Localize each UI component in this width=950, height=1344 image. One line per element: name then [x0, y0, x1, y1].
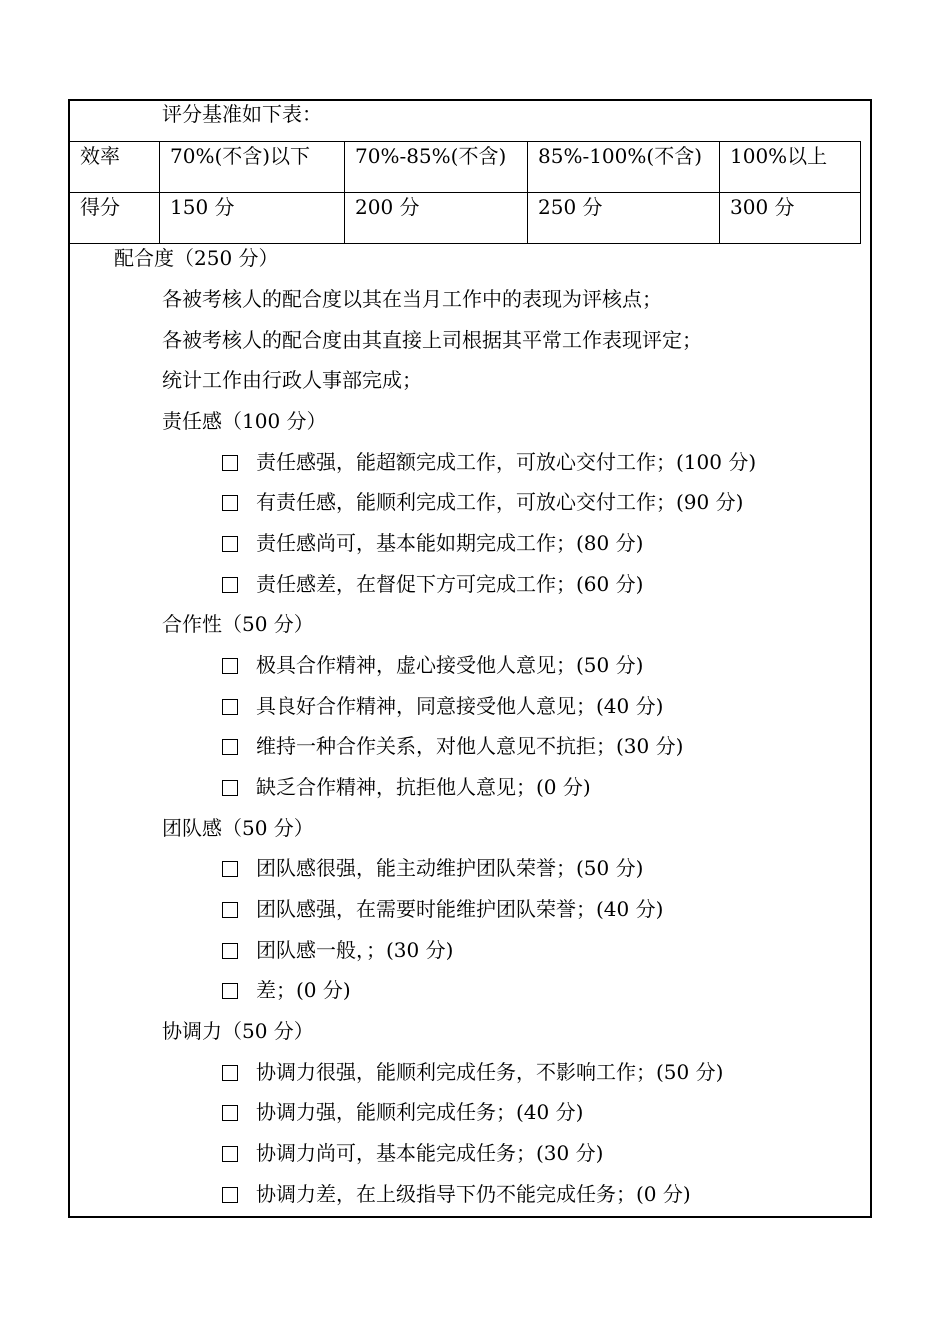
option-label: 协调力差，在上级指导下仍不能完成任务；(0 分)	[256, 1182, 691, 1206]
group-title-responsibility: 责任感（100 分）	[162, 409, 327, 433]
option-item[interactable]	[222, 856, 643, 880]
note-line: 各被考核人的配合度由其直接上司根据其平常工作表现评定；	[162, 328, 702, 352]
option-item[interactable]	[222, 653, 643, 677]
option-label: 缺乏合作精神，抗拒他人意见；(0 分)	[256, 775, 591, 799]
checkbox-icon[interactable]	[222, 739, 238, 755]
option-label: 具良好合作精神，同意接受他人意见；(40 分)	[256, 694, 664, 718]
checkbox-icon[interactable]	[222, 455, 238, 471]
checkbox-icon[interactable]	[222, 536, 238, 552]
table-cell: 70%-85%(不含)	[345, 142, 528, 193]
checkbox-icon[interactable]	[222, 1105, 238, 1121]
checkbox-icon[interactable]	[222, 780, 238, 796]
table-cell: 70%(不含)以下	[160, 142, 345, 193]
option-label: 责任感强，能超额完成工作，可放心交付工作；(100 分)	[256, 450, 757, 474]
checkbox-icon[interactable]	[222, 1146, 238, 1162]
option-label: 团队感一般，；(30 分)	[256, 938, 454, 962]
table-cell: 85%-100%(不含)	[528, 142, 720, 193]
table-cell: 300 分	[720, 193, 861, 244]
option-item[interactable]	[222, 1182, 691, 1206]
group-title-teamwork: 团队感（50 分）	[162, 816, 314, 840]
group-title-coordination: 协调力（50 分）	[162, 1019, 314, 1043]
section-title: 配合度（250 分）	[114, 246, 279, 270]
option-label: 团队感强，在需要时能维护团队荣誉；(40 分)	[256, 897, 664, 921]
table-cell: 150 分	[160, 193, 345, 244]
option-item[interactable]	[222, 1141, 603, 1165]
row-header: 得分	[70, 193, 160, 244]
group-title-cooperation: 合作性（50 分）	[162, 612, 314, 636]
option-label: 责任感尚可，基本能如期完成工作；(80 分)	[256, 531, 644, 555]
checkbox-icon[interactable]	[222, 699, 238, 715]
option-label: 有责任感，能顺利完成工作，可放心交付工作；(90 分)	[256, 490, 744, 514]
scoring-table	[70, 141, 861, 244]
option-item[interactable]	[222, 450, 756, 474]
option-label: 维持一种合作关系，对他人意见不抗拒；(30 分)	[256, 734, 684, 758]
checkbox-icon[interactable]	[222, 658, 238, 674]
checkbox-icon[interactable]	[222, 1065, 238, 1081]
checkbox-icon[interactable]	[222, 1187, 238, 1203]
checkbox-icon[interactable]	[222, 983, 238, 999]
option-label: 差；(0 分)	[256, 978, 351, 1002]
intro-text: 评分基准如下表：	[162, 102, 322, 126]
checkbox-icon[interactable]	[222, 902, 238, 918]
table-cell: 100%以上	[720, 142, 861, 193]
option-item[interactable]	[222, 1100, 583, 1124]
option-item[interactable]	[222, 1060, 723, 1084]
option-item[interactable]	[222, 775, 591, 799]
row-header: 效率	[70, 142, 160, 193]
option-label: 协调力强，能顺利完成任务；(40 分)	[256, 1100, 584, 1124]
option-item[interactable]	[222, 978, 351, 1002]
checkbox-icon[interactable]	[222, 943, 238, 959]
option-label: 团队感很强，能主动维护团队荣誉；(50 分)	[256, 856, 644, 880]
option-item[interactable]	[222, 694, 663, 718]
note-line: 各被考核人的配合度以其在当月工作中的表现为评核点；	[162, 287, 662, 311]
table-row	[70, 142, 861, 193]
checkbox-icon[interactable]	[222, 495, 238, 511]
note-line: 统计工作由行政人事部完成；	[162, 368, 422, 392]
option-item[interactable]	[222, 531, 643, 555]
option-item[interactable]	[222, 938, 453, 962]
table-cell: 250 分	[528, 193, 720, 244]
option-item[interactable]	[222, 897, 663, 921]
option-label: 协调力很强，能顺利完成任务，不影响工作；(50 分)	[256, 1060, 724, 1084]
checkbox-icon[interactable]	[222, 577, 238, 593]
table-cell: 200 分	[345, 193, 528, 244]
option-label: 责任感差，在督促下方可完成工作；(60 分)	[256, 572, 644, 596]
option-label: 协调力尚可，基本能完成任务；(30 分)	[256, 1141, 604, 1165]
option-item[interactable]	[222, 490, 743, 514]
option-label: 极具合作精神，虚心接受他人意见；(50 分)	[256, 653, 644, 677]
table-row	[70, 193, 861, 244]
option-item[interactable]	[222, 734, 683, 758]
checkbox-icon[interactable]	[222, 861, 238, 877]
option-item[interactable]	[222, 572, 643, 596]
